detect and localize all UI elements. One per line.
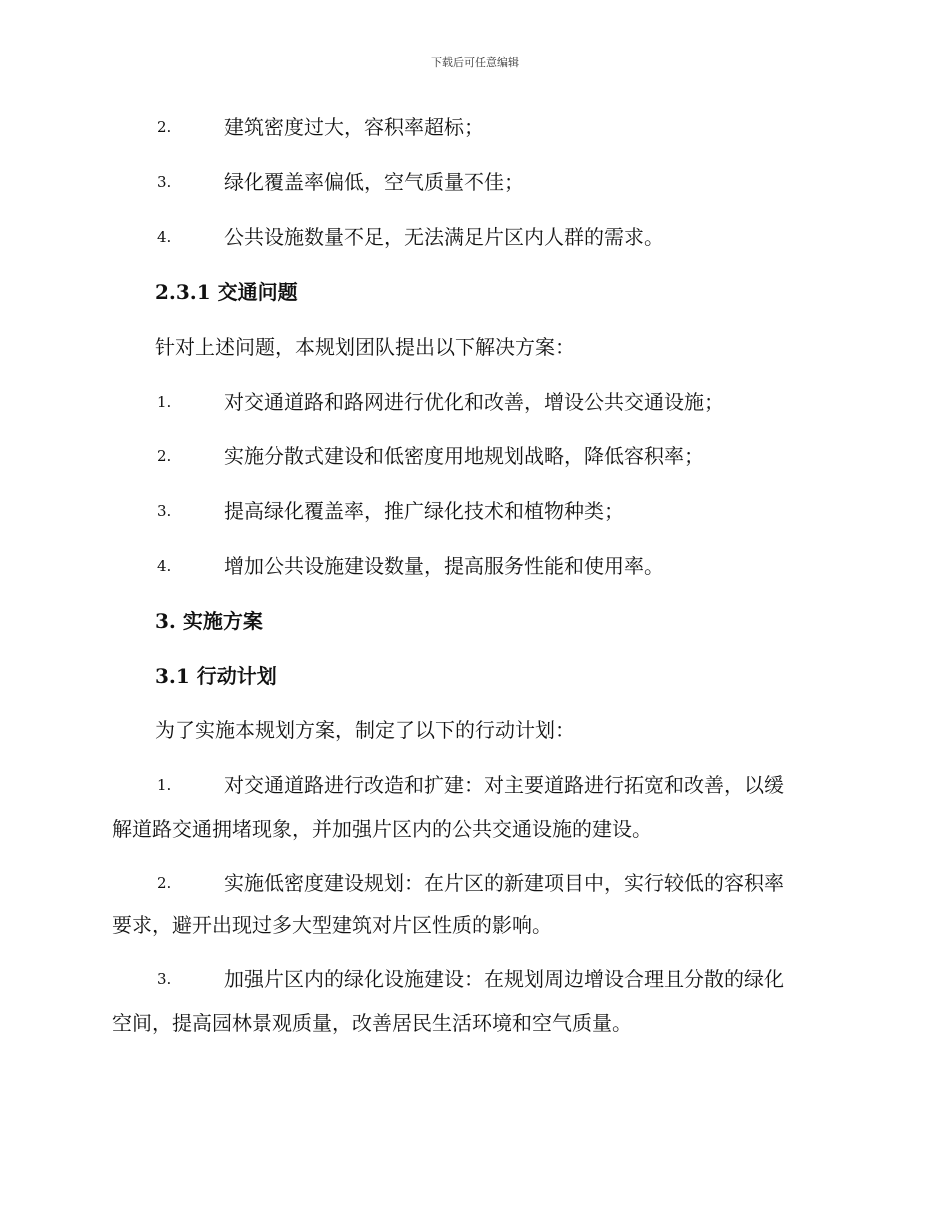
list-item-number: 4. xyxy=(157,228,172,246)
list-item-number: 3. xyxy=(157,502,172,520)
list-item-number: 4. xyxy=(157,557,172,575)
list-item-number: 1. xyxy=(157,776,172,794)
section-heading-3: 3. 实施方案 xyxy=(155,609,263,633)
list-item-text-line2: 空间，提高园林景观质量，改善居民生活环境和空气质量。 xyxy=(112,1011,632,1035)
list-item-text: 实施分散式建设和低密度用地规划战略，降低容积率； xyxy=(224,444,704,468)
list-item-text-line2: 解道路交通拥堵现象，并加强片区内的公共交通设施的建设。 xyxy=(112,817,652,841)
list-item-text: 建筑密度过大，容积率超标； xyxy=(224,115,484,139)
list-item-text: 对交通道路和路网进行优化和改善，增设公共交通设施； xyxy=(224,390,724,414)
list-item-text-line1: 对交通道路进行改造和扩建：对主要道路进行拓宽和改善，以缓 xyxy=(224,773,784,797)
list-item-number: 2. xyxy=(157,447,172,465)
paragraph-plan-intro: 为了实施本规划方案，制定了以下的行动计划： xyxy=(155,718,575,742)
section-heading-3-1: 3.1 行动计划 xyxy=(155,664,277,688)
page-header: 下载后可任意编辑 xyxy=(431,56,519,69)
list-item-number: 3. xyxy=(157,173,172,191)
list-item-number: 2. xyxy=(157,874,172,892)
list-item-text: 绿化覆盖率偏低，空气质量不佳； xyxy=(224,170,524,194)
section-heading-2-3-1: 2.3.1 交通问题 xyxy=(155,280,298,304)
list-item-number: 1. xyxy=(157,393,172,411)
list-item-text-line1: 实施低密度建设规划：在片区的新建项目中，实行较低的容积率 xyxy=(224,871,784,895)
list-item-number: 2. xyxy=(157,118,172,136)
list-item-number: 3. xyxy=(157,970,172,988)
list-item-text: 增加公共设施建设数量，提高服务性能和使用率。 xyxy=(224,554,664,578)
list-item-text: 公共设施数量不足，无法满足片区内人群的需求。 xyxy=(224,225,664,249)
list-item-text-line2: 要求，避开出现过多大型建筑对片区性质的影响。 xyxy=(112,913,552,937)
list-item-text-line1: 加强片区内的绿化设施建设：在规划周边增设合理且分散的绿化 xyxy=(224,967,784,991)
list-item-text: 提高绿化覆盖率，推广绿化技术和植物种类； xyxy=(224,499,624,523)
paragraph-solutions-intro: 针对上述问题，本规划团队提出以下解决方案： xyxy=(155,335,575,359)
